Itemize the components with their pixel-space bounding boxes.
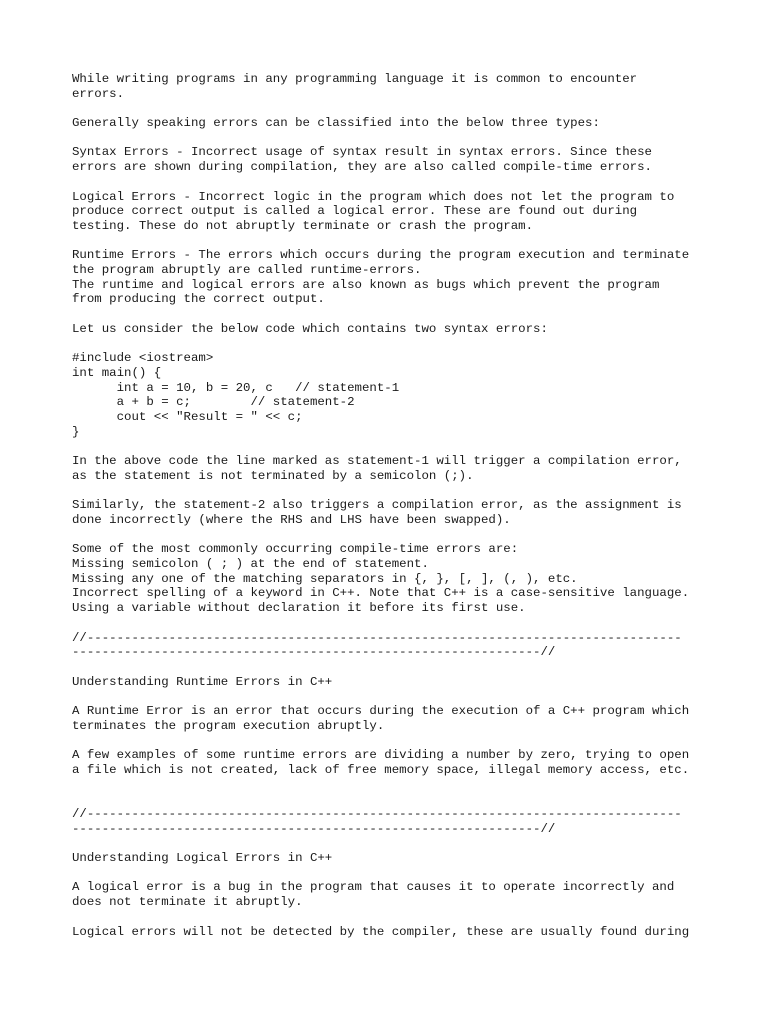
intro-paragraph: While writing programs in any programming language it is common to encounter errors. [72,72,638,101]
logical-definition: A logical error is a bug in the program that causes it to operate incorrectly and does not terminate it abruptly. [72,880,675,910]
runtime-errors-paragraph: Runtime Errors - The errors which occurs during the program execution and terminate the program abruptly are called runtime-errors. The runtime and logical errors are also known as bugs which prevent the program from producing the correct output. [72,248,690,307]
logical-heading: Understanding Logical Errors in C++ [72,851,333,866]
runtime-heading: Understanding Runtime Errors in C++ [72,674,333,689]
consider-paragraph: Let us consider the below code which contains two syntax errors: [72,321,548,336]
statement1-explanation: In the above code the line marked as statement-1 will trigger a compilation error, as the statement is not terminated by a semicolon (;). [72,454,682,483]
runtime-definition: A Runtime Error is an error that occurs during the execution of a C++ program which terminates the program execution abruptly. [72,704,690,733]
statement2-explanation: Similarly, the statement-2 also triggers a compilation error, as the assignment is done incorrectly (where the RHS and LHS have been swapped). [72,498,682,527]
logical-errors-paragraph: Logical Errors - Incorrect logic in the program which does not let the program to produce correct output is called a logical error. These are found out during testing. These do not abruptly terminate or crash the program. [72,189,675,233]
common-errors-list: Some of the most commonly occurring compile-time errors are: Missing semicolon ( ; ) at the end of statement. Missing any one of the matching separators in {, }, [, ], (, ), etc. Incorrect spelling of a keyword in C++. Note that C++ is a case-sensitive language. Using a variable without declaration it before its first use. [72,542,690,616]
section-divider: //-------------------------------------------------------------------------------- ---------------------------------------------------------------// [72,806,682,836]
code-block: #include <iostream> int main() { int a = 10, b = 20, c // statement-1 a + b = c; // statement-2 cout << "Result = " << c; } [72,351,400,439]
syntax-errors-paragraph: Syntax Errors - Incorrect usage of syntax result in syntax errors. Since these errors are shown during compilation, they are also called compile-time errors. [72,145,652,175]
logical-detection: Logical errors will not be detected by the compiler, these are usually found during [72,924,690,939]
document-page [72,72,712,939]
runtime-examples: A few examples of some runtime errors are dividing a number by zero, trying to open a file which is not created, lack of free memory space, illegal memory access, etc. [72,748,690,777]
section-divider: //-------------------------------------------------------------------------------- ---------------------------------------------------------------// [72,630,682,660]
classification-paragraph: Generally speaking errors can be classified into the below three types: [72,116,600,131]
